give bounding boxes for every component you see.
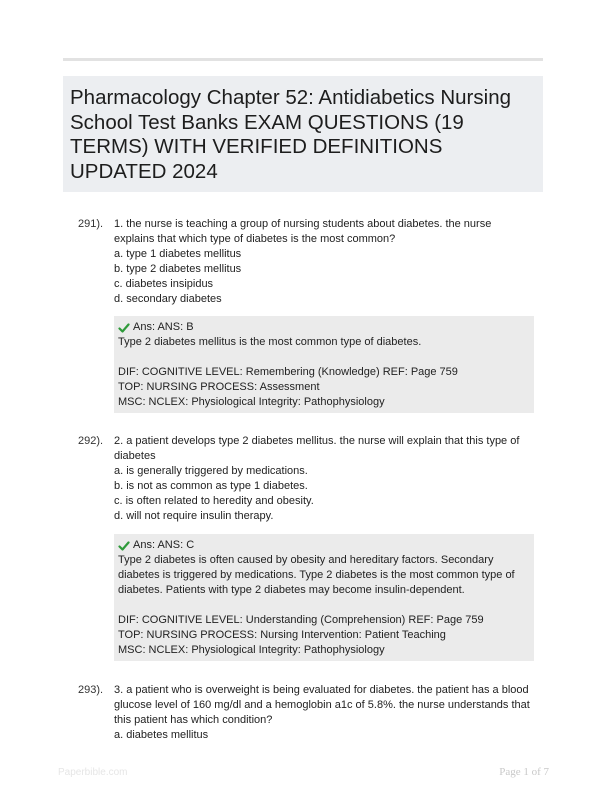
msc-text: MSC: NCLEX: Physiological Integrity: Pathophysiology bbox=[118, 644, 385, 656]
option: b. type 2 diabetes mellitus bbox=[114, 263, 242, 275]
question-body bbox=[114, 683, 534, 743]
msc-text: MSC: NCLEX: Physiological Integrity: Pathophysiology bbox=[118, 396, 385, 408]
option: a. is generally triggered by medications. bbox=[114, 465, 308, 477]
question-body bbox=[114, 217, 534, 307]
page-indicator: Page 1 of 7 bbox=[499, 766, 549, 778]
rationale-text: Type 2 diabetes mellitus is the most common type of diabetes. bbox=[118, 336, 422, 348]
answer-header bbox=[118, 320, 530, 335]
answer-box bbox=[114, 316, 534, 413]
difficulty-text: DIF: COGNITIVE LEVEL: Remembering (Knowledge) REF: Page 759 bbox=[118, 366, 458, 378]
topic-text: TOP: NURSING PROCESS: Nursing Intervention: Patient Teaching bbox=[118, 629, 446, 641]
question-text: 2. a patient develops type 2 diabetes mellitus. the nurse will explain that this type of diabetes bbox=[114, 435, 520, 462]
difficulty-text: DIF: COGNITIVE LEVEL: Understanding (Comprehension) REF: Page 759 bbox=[118, 614, 484, 626]
option: d. secondary diabetes bbox=[114, 293, 222, 305]
option: c. diabetes insipidus bbox=[114, 278, 214, 290]
question-number: 292). bbox=[78, 435, 104, 447]
question-text: 3. a patient who is overweight is being evaluated for diabetes. the patient has a blood glucose level of 160 mg/dl and a hemoglobin a1c of 5.8%. the nurse understands that this patient has which condition? bbox=[114, 684, 530, 726]
option: a. type 1 diabetes mellitus bbox=[114, 248, 242, 260]
page-title: Pharmacology Chapter 52: Antidiabetics Nursing School Test Banks EXAM QUESTIONS (19 TERMS) WITH VERIFIED DEFINITIONS UPDATED 2024 bbox=[70, 86, 511, 183]
check-icon bbox=[118, 540, 130, 552]
question-body bbox=[114, 434, 534, 524]
option: b. is not as common as type 1 diabetes. bbox=[114, 480, 308, 492]
option: c. is often related to heredity and obesity. bbox=[114, 495, 314, 507]
footer-watermark: Paperbible.com bbox=[58, 767, 128, 778]
option: a. diabetes mellitus bbox=[114, 729, 209, 741]
topic-text: TOP: NURSING PROCESS: Assessment bbox=[118, 381, 320, 393]
question-number: 293). bbox=[78, 684, 104, 696]
top-divider bbox=[63, 58, 543, 61]
answer-label: Ans: ANS: C bbox=[133, 539, 195, 551]
question-text: 1. the nurse is teaching a group of nursing students about diabetes. the nurse explains that which type of diabetes is the most common? bbox=[114, 218, 492, 245]
title-banner bbox=[63, 76, 543, 192]
rationale-text: Type 2 diabetes is often caused by obesity and hereditary factors. Secondary diabetes is triggered by medications. Type 2 diabetes is the most common type of diabetes. Patients with type 2 diabetes may become insulin-dependent. bbox=[118, 554, 515, 596]
check-icon bbox=[118, 322, 130, 334]
answer-label: Ans: ANS: B bbox=[133, 321, 194, 333]
answer-box bbox=[114, 534, 534, 661]
option: d. will not require insulin therapy. bbox=[114, 510, 274, 522]
answer-header bbox=[118, 538, 530, 553]
question-number: 291). bbox=[78, 218, 104, 230]
